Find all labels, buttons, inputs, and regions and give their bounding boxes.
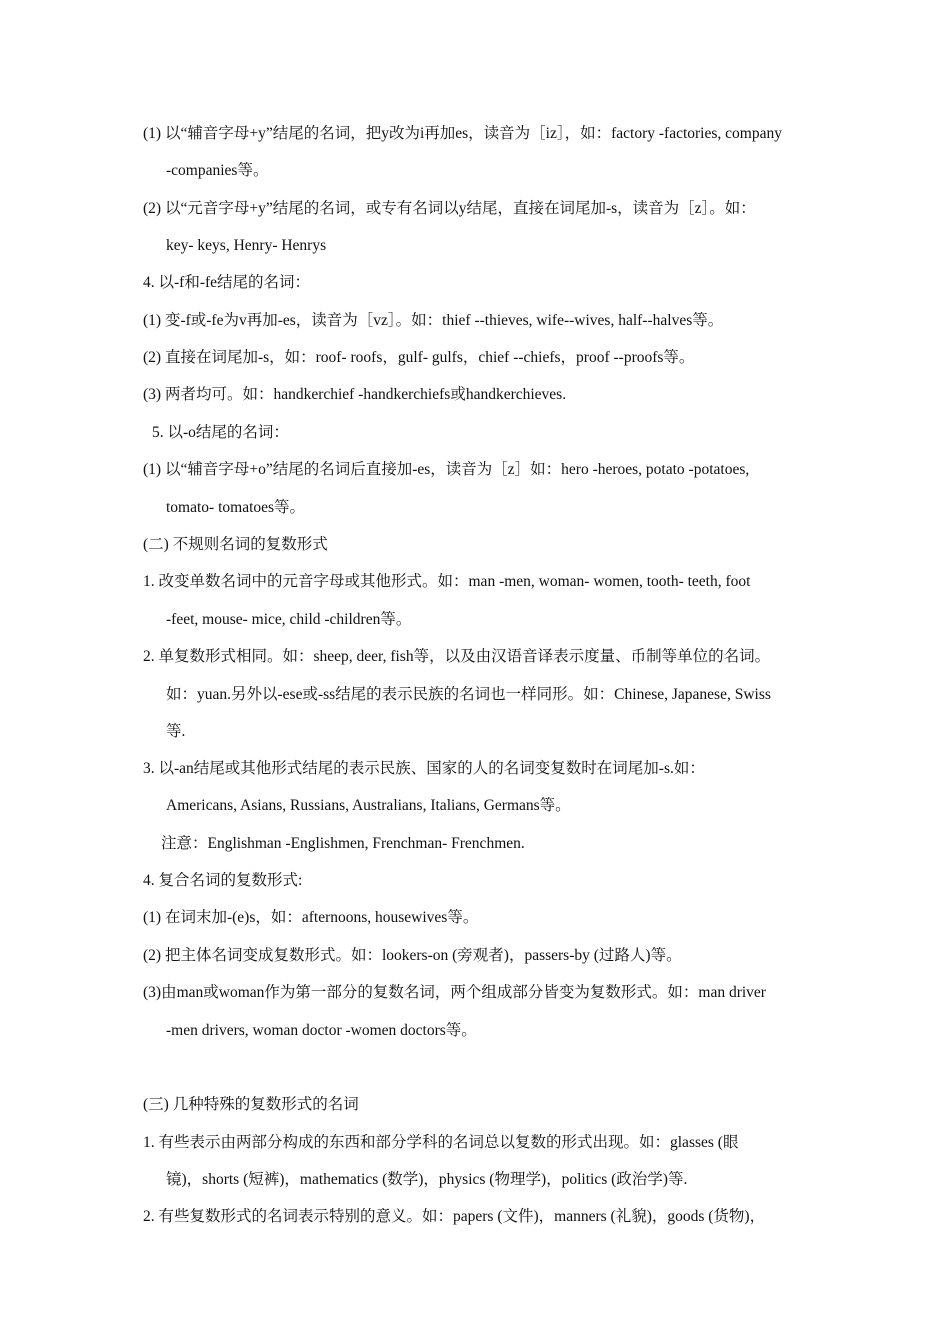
text-line: (2) 直接在词尾加-s，如：roof- roofs，gulf- gulfs，chief --chiefs，proof --proofs等。 (143, 349, 695, 366)
text-line: (2) 把主体名词变成复数形式。如：lookers-on (旁观者)，passers-by (过路人)等。 (143, 947, 682, 964)
section-heading: (二) 不规则名词的复数形式 (143, 536, 328, 553)
text-line: (3)由man或woman作为第一部分的复数名词，两个组成部分皆变为复数形式。如：man driver (143, 984, 766, 1001)
text-line: -men drivers, woman doctor -women doctors等。 (166, 1022, 477, 1039)
text-line: 镜)，shorts (短裤)，mathematics (数学)，physics (物理学)，politics (政治学)等. (166, 1171, 688, 1188)
text-line: -companies等。 (166, 162, 269, 179)
section-heading: (三) 几种特殊的复数形式的名词 (143, 1096, 359, 1113)
text-line: tomato- tomatoes等。 (166, 499, 306, 516)
text-line: 3. 以-an结尾或其他形式结尾的表示民族、国家的人的名词变复数时在词尾加-s.如： (143, 760, 705, 777)
text-line: (3) 两者均可。如：handkerchief -handkerchiefs或handkerchieves. (143, 386, 567, 403)
text-line: Americans, Asians, Russians, Australians, Italians, Germans等。 (166, 797, 571, 814)
text-line: 如：yuan.另外以-ese或-ss结尾的表示民族的名词也一样同形。如：Chinese, Japanese, Swiss (166, 686, 771, 703)
text-line: (1) 以“辅音字母+y”结尾的名词，把y改为i再加es，读音为［iz］，如：factory -factories, company (143, 125, 782, 142)
text-line: 2. 有些复数形式的名词表示特别的意义。如：papers (文件)，manners (礼貌)，goods (货物)， (143, 1208, 766, 1225)
text-line: 2. 单复数形式相同。如：sheep, deer, fish等，以及由汉语音译表示度量、币制等单位的名词。 (143, 648, 771, 665)
text-line: key- keys, Henry- Henrys (166, 237, 327, 254)
text-line: 等. (166, 723, 186, 740)
section-heading: 4. 以-f和-fe结尾的名词： (143, 274, 311, 291)
text-line: (1) 变-f或-fe为v再加-es，读音为［vz］。如：thief --thieves, wife--wives, half--halves等。 (143, 312, 724, 329)
text-line: (1) 以“辅音字母+o”结尾的名词后直接加-es，读音为［z］如：hero -heroes, potato -potatoes, (143, 461, 750, 478)
text-line: (2) 以“元音字母+y”结尾的名词，或专有名词以y结尾，直接在词尾加-s，读音为［z］。如： (143, 200, 756, 217)
text-line: 1. 改变单数名词中的元音字母或其他形式。如：man -men, woman- women, tooth- teeth, foot (143, 573, 751, 590)
text-line: 1. 有些表示由两部分构成的东西和部分学科的名词总以复数的形式出现。如：glasses (眼 (143, 1134, 739, 1151)
text-line: -feet, mouse- mice, child -children等。 (166, 611, 412, 628)
note-line: 注意：Englishman -Englishmen, Frenchman- Frenchmen. (161, 835, 525, 852)
text-line: (1) 在词末加-(e)s，如：afternoons, housewives等。 (143, 909, 479, 926)
section-heading: 4. 复合名词的复数形式: (143, 872, 303, 889)
section-heading: 5. 以-o结尾的名词： (152, 424, 289, 441)
